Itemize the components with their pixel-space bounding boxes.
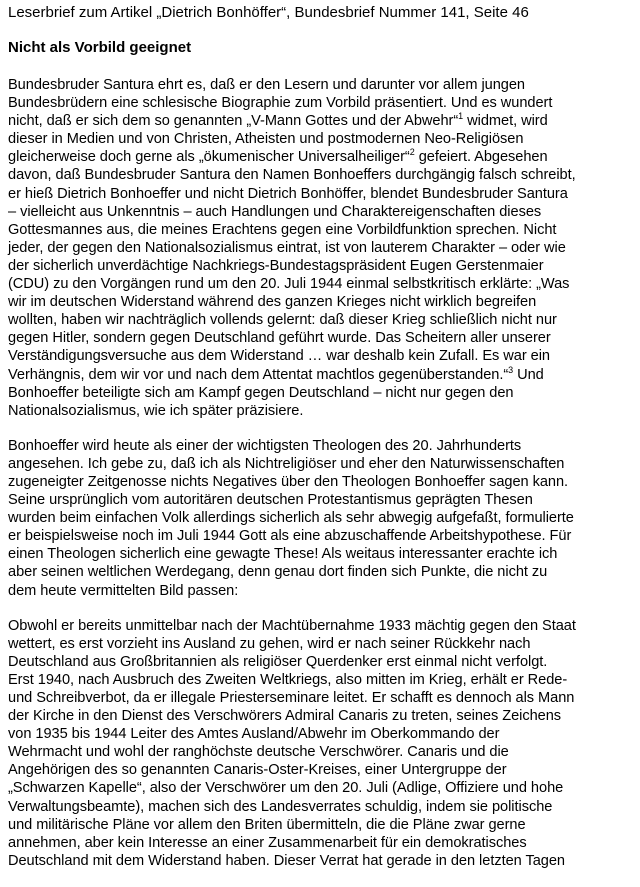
paragraph: [8, 617, 640, 870]
text-line: [8, 112, 640, 130]
text-line: er beispielsweise noch im Juli 1944 Gott als eine abzuschaffende Arbeitshypothese. Für: [8, 528, 572, 545]
text-line: Bonhoeffer wird heute als einer der wichtigsten Theologen des 20. Jahrhunderts: [8, 437, 522, 454]
text-line: – vielleicht aus Unkenntnis – auch Handlungen und Charaktereigenschaften dieses: [8, 203, 542, 220]
text-line: Bundesbruder Santura ehrt es, daß er den Lesern und darunter vor allem jungen: [8, 77, 525, 93]
text-line: wollten, haben wir nachträglich vollends gelernt: daß dieser Krieg schließlich nicht nur: [8, 312, 557, 329]
text-line: „Schwarzen Kapelle“, also der Verschwörer um den 20. Juli (Adlige, Offiziere und hohe: [8, 780, 564, 797]
text-line: jeder, der gegen den Nationalsozialismus eintrat, ist von lauterem Charakter – oder wie: [8, 239, 566, 256]
text-line: und Schreibverbot, da er illegale Priesterseminare leitet. Er schafft es dennoch als Mann: [8, 690, 575, 706]
letter-title: Nicht als Vorbild geeignet: [8, 39, 192, 56]
text-line: von 1935 bis 1944 Leiter des Amtes Ausland/Abwehr im Oberkommando der: [8, 726, 500, 743]
paragraph: [8, 437, 640, 600]
text-line: Deutschland mit dem Widerstand haben. Dieser Verrat hat gerade in den letzten Tagen: [8, 852, 565, 869]
text-line: Deutschland aus Großbritannien als religiöser Querdenker erst einmal nicht verfolgt.: [8, 653, 548, 670]
text-line: Erst 1940, nach Ausbruch des Zweiten Weltkriegs, also mitten im Krieg, erhält er Rede-: [8, 671, 568, 688]
text-line: der sicherlich unverdächtige Nachkriegs-Bundestagspräsident Eugen Gerstenmaier: [8, 257, 544, 274]
text-line: Obwohl er bereits unmittelbar nach der Machtübernahme 1933 mächtig gegen den Staat: [8, 617, 576, 634]
text-line: gegen Hitler, sondern gegen Deutschland geführt wurde. Das Scheitern aller unserer: [8, 330, 551, 347]
text-segment: gefeiert. Abgesehen: [414, 149, 548, 166]
text-line: Bundesbrüdern eine schlesische Biographie zum Vorbild präsentiert. Und es wundert: [8, 95, 553, 112]
letter-body: [8, 76, 640, 870]
text-segment: gleicherweise doch gerne als „ökumenischer Universalheiliger“: [8, 149, 410, 166]
text-line: Verständigungsversuche aus dem Widerstand … war deshalb kein Zufall. Es war ein: [8, 348, 550, 365]
text-segment: nicht, daß er sich dem so genannten „V-Mann Gottes und der Abwehr“: [8, 113, 459, 130]
text-line: der Kirche in den Dienst des Verschwörers Admiral Canaris zu treten, seines Zeichens: [8, 708, 562, 725]
text-line: einen Theologen sicherlich eine gewagte These! Als weitaus interessanter erachte ich: [8, 546, 558, 563]
text-line: er hieß Dietrich Bonhoeffer und nicht Dietrich Bonhöffer, blendet Bundesbruder Santura: [8, 185, 568, 202]
text-segment: Und: [513, 366, 544, 383]
text-line: wettert, es erst vorzieht ins Ausland zu gehen, wird er nach seiner Rückkehr nach: [8, 635, 531, 652]
header-line: Leserbrief zum Artikel „Dietrich Bonhöffer“, Bundesbrief Nummer 141, Seite 46: [8, 4, 529, 21]
text-line: [8, 366, 640, 384]
text-line: Nationalsozialismus, wie ich später präzisiere.: [8, 402, 304, 419]
text-line: [8, 148, 640, 166]
text-line: (CDU) zu den Vorgängen rund um den 20. Juli 1944 einmal selbstkritisch erklärte: „Was: [8, 276, 570, 293]
text-line: annehmen, aber kein Interesse an einer Zusammenarbeit für ein demokratisches: [8, 834, 527, 851]
text-line: angesehen. Ich gebe zu, daß ich als Nichtreligiöser und eher den Naturwissenschaften: [8, 455, 565, 472]
text-segment: Verhängnis, dem wir vor und nach dem Attentat machtlos gegenüberstanden.“: [8, 366, 509, 383]
paragraph: [8, 76, 640, 420]
text-line: Verwaltungsbeamte), machen sich des Landesverrates schuldig, indem sie politische: [8, 798, 553, 815]
text-line: zugeneigter Zeitgenosse nichts Negatives über den Theologen Bonhoeffer sagen kann.: [8, 473, 569, 490]
text-line: und militärische Pläne vor allem den Briten übermitteln, die die Pläne zwar gerne: [8, 816, 526, 833]
text-line: wir im deutschen Widerstand während des ganzen Krieges nicht wirklich begreifen: [8, 294, 537, 311]
text-line: Gottesmannes aus, die meines Erachtens gegen eine Vorbildfunktion sprechen. Nicht: [8, 221, 557, 238]
text-line: Wehrmacht und wohl der ranghöchste deutsche Verschwörer. Canaris und die: [8, 744, 509, 761]
text-line: Angehörigen des so genannten Canaris-Oster-Kreises, einer Untergruppe der: [8, 762, 507, 779]
text-segment: widmet, wird: [463, 113, 548, 130]
text-line: dem heute vermittelten Bild passen:: [8, 582, 239, 599]
text-line: davon, daß Bundesbruder Santura den Namen Bonhoeffers durchgängig falsch schreibt,: [8, 167, 576, 184]
footnote-marker: 1: [458, 111, 464, 122]
text-line: dieser in Medien und von Christen, Atheisten und postmodernen Neo-Religiösen: [8, 131, 524, 148]
text-line: Seine ursprünglich vom autoritären deutschen Protestantismus geprägten Thesen: [8, 492, 533, 509]
text-line: wurden beim einfachen Volk allerdings sicherlich als sehr abwegig aufgefaßt, formulierte: [8, 510, 574, 527]
footnote-marker: 2: [409, 147, 415, 158]
text-line: aber seinen weltlichen Werdegang, denn genau dort finden sich Punkte, die nicht zu: [8, 564, 548, 581]
text-line: Bonhoeffer beteiligte sich am Kampf gegen Deutschland – nicht nur gegen den: [8, 384, 514, 401]
footnote-marker: 3: [508, 364, 514, 375]
